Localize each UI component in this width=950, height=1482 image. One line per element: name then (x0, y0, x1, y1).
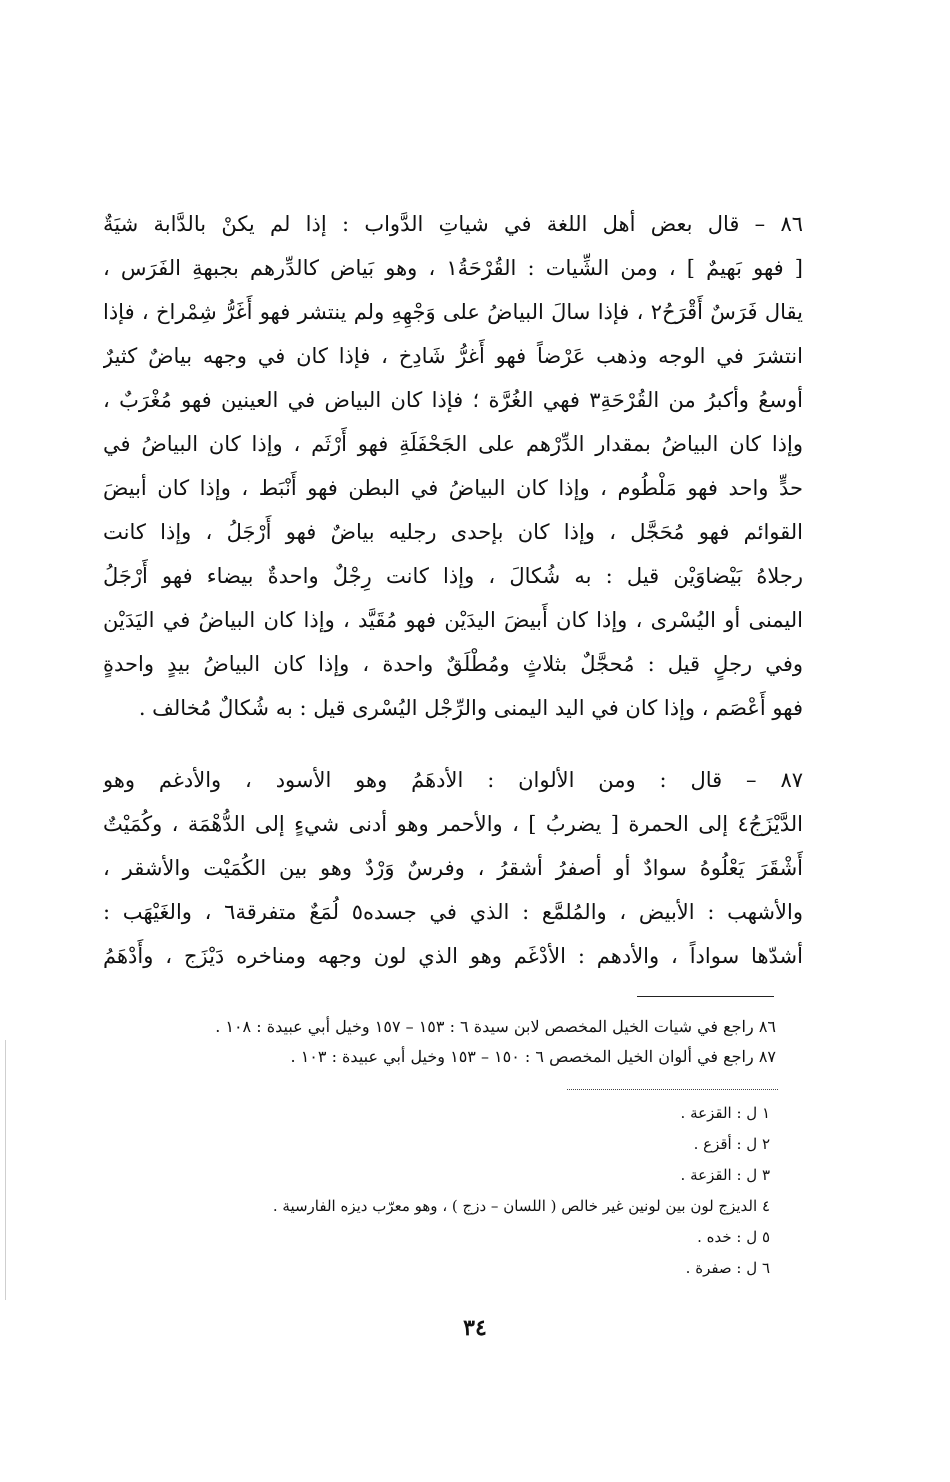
text-line: فهو أَعْصَم ، وإذا كان في اليد اليمنى والرِّجْل اليُسْرى قيل : به شُكالٌ مُخالف . (138, 696, 803, 720)
text-line: والأشهب : الأبيض ، والمُلمَّع : الذي في جسده٥ لُمَعٌ متفرقة٦ ، والغَيْهَب : (103, 900, 803, 924)
text-line: وإذا كان البياضُ بمقدار الدِّرْهم على الجَحْفَلَةِ فهو أَرْثَم ، وإذا كان البياضُ في (103, 432, 803, 456)
text-line: اليمنى أو اليُسْرى ، وإذا كان أَبيضَ اليدَيْن فهو مُقَيَّد ، وإذا كان البياضُ في اليَدَيْن (103, 608, 803, 632)
note-2: ٢ ل : أقزع . (693, 1135, 770, 1153)
note-4: ٤ الديزج لون بين لونين غير خالص ( اللسان – دزج ) ، وهو معرّب ديزه الفارسية . (272, 1197, 770, 1215)
text-line: القوائم فهو مُحَجَّل ، وإذا كان بإحدى رجليه بياضٌ فهو أَرْجَلُ ، وإذا كانت (103, 520, 803, 544)
footnote-separator (637, 996, 774, 997)
text-line: ٨٦ – قال بعض أهل اللغة في شياتِ الدَّواب : إذا لم يكنْ بالدَّابة شيَةٌ (103, 212, 803, 236)
notes-separator (567, 1089, 778, 1090)
text-line: أَشْقَرَ يَعْلُوهُ سوادٌ أو أصفرُ أشقرُ ، وفرسٌ وَرْدٌ وهو بين الكُمَيْت والأشقر ، (103, 856, 803, 880)
text-line: أوسعُ وأكبرُ من القُرْحَةِ٣ فهي الغُرَّة ؛ فإذا كان البياض في العينين فهو مُغْرَبٌ ، (103, 388, 803, 412)
text-line: رجلاهُ بَيْضاوَيْن قيل : به شُكالَ ، وإذا كانت رِجْلٌ واحدةٌ بيضاء فهو أَرْجَلُ (103, 564, 803, 588)
note-6: ٦ ل : صفرة . (685, 1259, 770, 1277)
text-line: انتشرَ في الوجه وذهب عَرْضاً فهو أَغرُّ شَادِخ ، فإذا كان في وجهه بياضٌ كثيرٌ (103, 344, 803, 368)
text-line: ٨٧ – قال : ومن الألوان : الأدهَمُ وهو الأسود ، والأدغم وهو (103, 768, 803, 792)
note-1: ١ ل : القزعة . (680, 1104, 770, 1122)
note-5: ٥ ل : خده . (697, 1228, 770, 1246)
note-3: ٣ ل : القزعة . (680, 1166, 770, 1184)
text-line: الدَّيْزَجُ٤ إلى الحمرة [ يضربُ ] ، والأحمر وهو أدنى شيءٍ إلى الدُّهْمَة ، وكُمَيْتٌ (103, 812, 803, 836)
paragraph-86 (103, 202, 803, 730)
reference-87: ٨٧ راجع في ألوان الخيل المخصص ٦ : ١٥٠ – ١٥٣ وخيل أبي عبيدة : ١٠٣ . (290, 1047, 776, 1066)
text-line: [ فهو بَهيمٌ ] ، ومن الشِّيات : القُرْحَةُ١ ، وهو بَياض كالدِّرهم بجبهةِ الفَرَس ، (103, 256, 803, 280)
text-line: حدٍّ واحد فهو مَلْطُوم ، وإذا كان البياضُ في البطن فهو أَنْبَط ، وإذا كان أبيضَ (103, 476, 803, 500)
text-line: وفي رجلٍ قيل : مُحجَّلٌ بثلاثٍ ومُطْلَقٌ واحدة ، وإذا كان البياضُ بيدٍ واحدةٍ (103, 652, 803, 676)
reference-86: ٨٦ راجع في شيات الخيل المخصص لابن سيدة ٦ : ١٥٣ – ١٥٧ وخيل أبي عبيدة : ١٠٨ . (215, 1017, 776, 1036)
paragraph-87 (103, 758, 803, 978)
scan-edge-mark (5, 1040, 6, 1300)
text-line: أشدّها سواداً ، والأدهم : الأدْغَم وهو الذي لون وجهه ومناخره دَيْزَج ، وأَدْهَمُ (103, 944, 803, 968)
text-line: يقال فَرَسٌ أَقْرَحُ٢ ، فإذا سالَ البياضُ على وَجْهِهِ ولم ينتشر فهو أَغَرُّ شِمْراخ ، فإذا (103, 300, 803, 324)
page-number: ٣٤ (463, 1315, 487, 1341)
